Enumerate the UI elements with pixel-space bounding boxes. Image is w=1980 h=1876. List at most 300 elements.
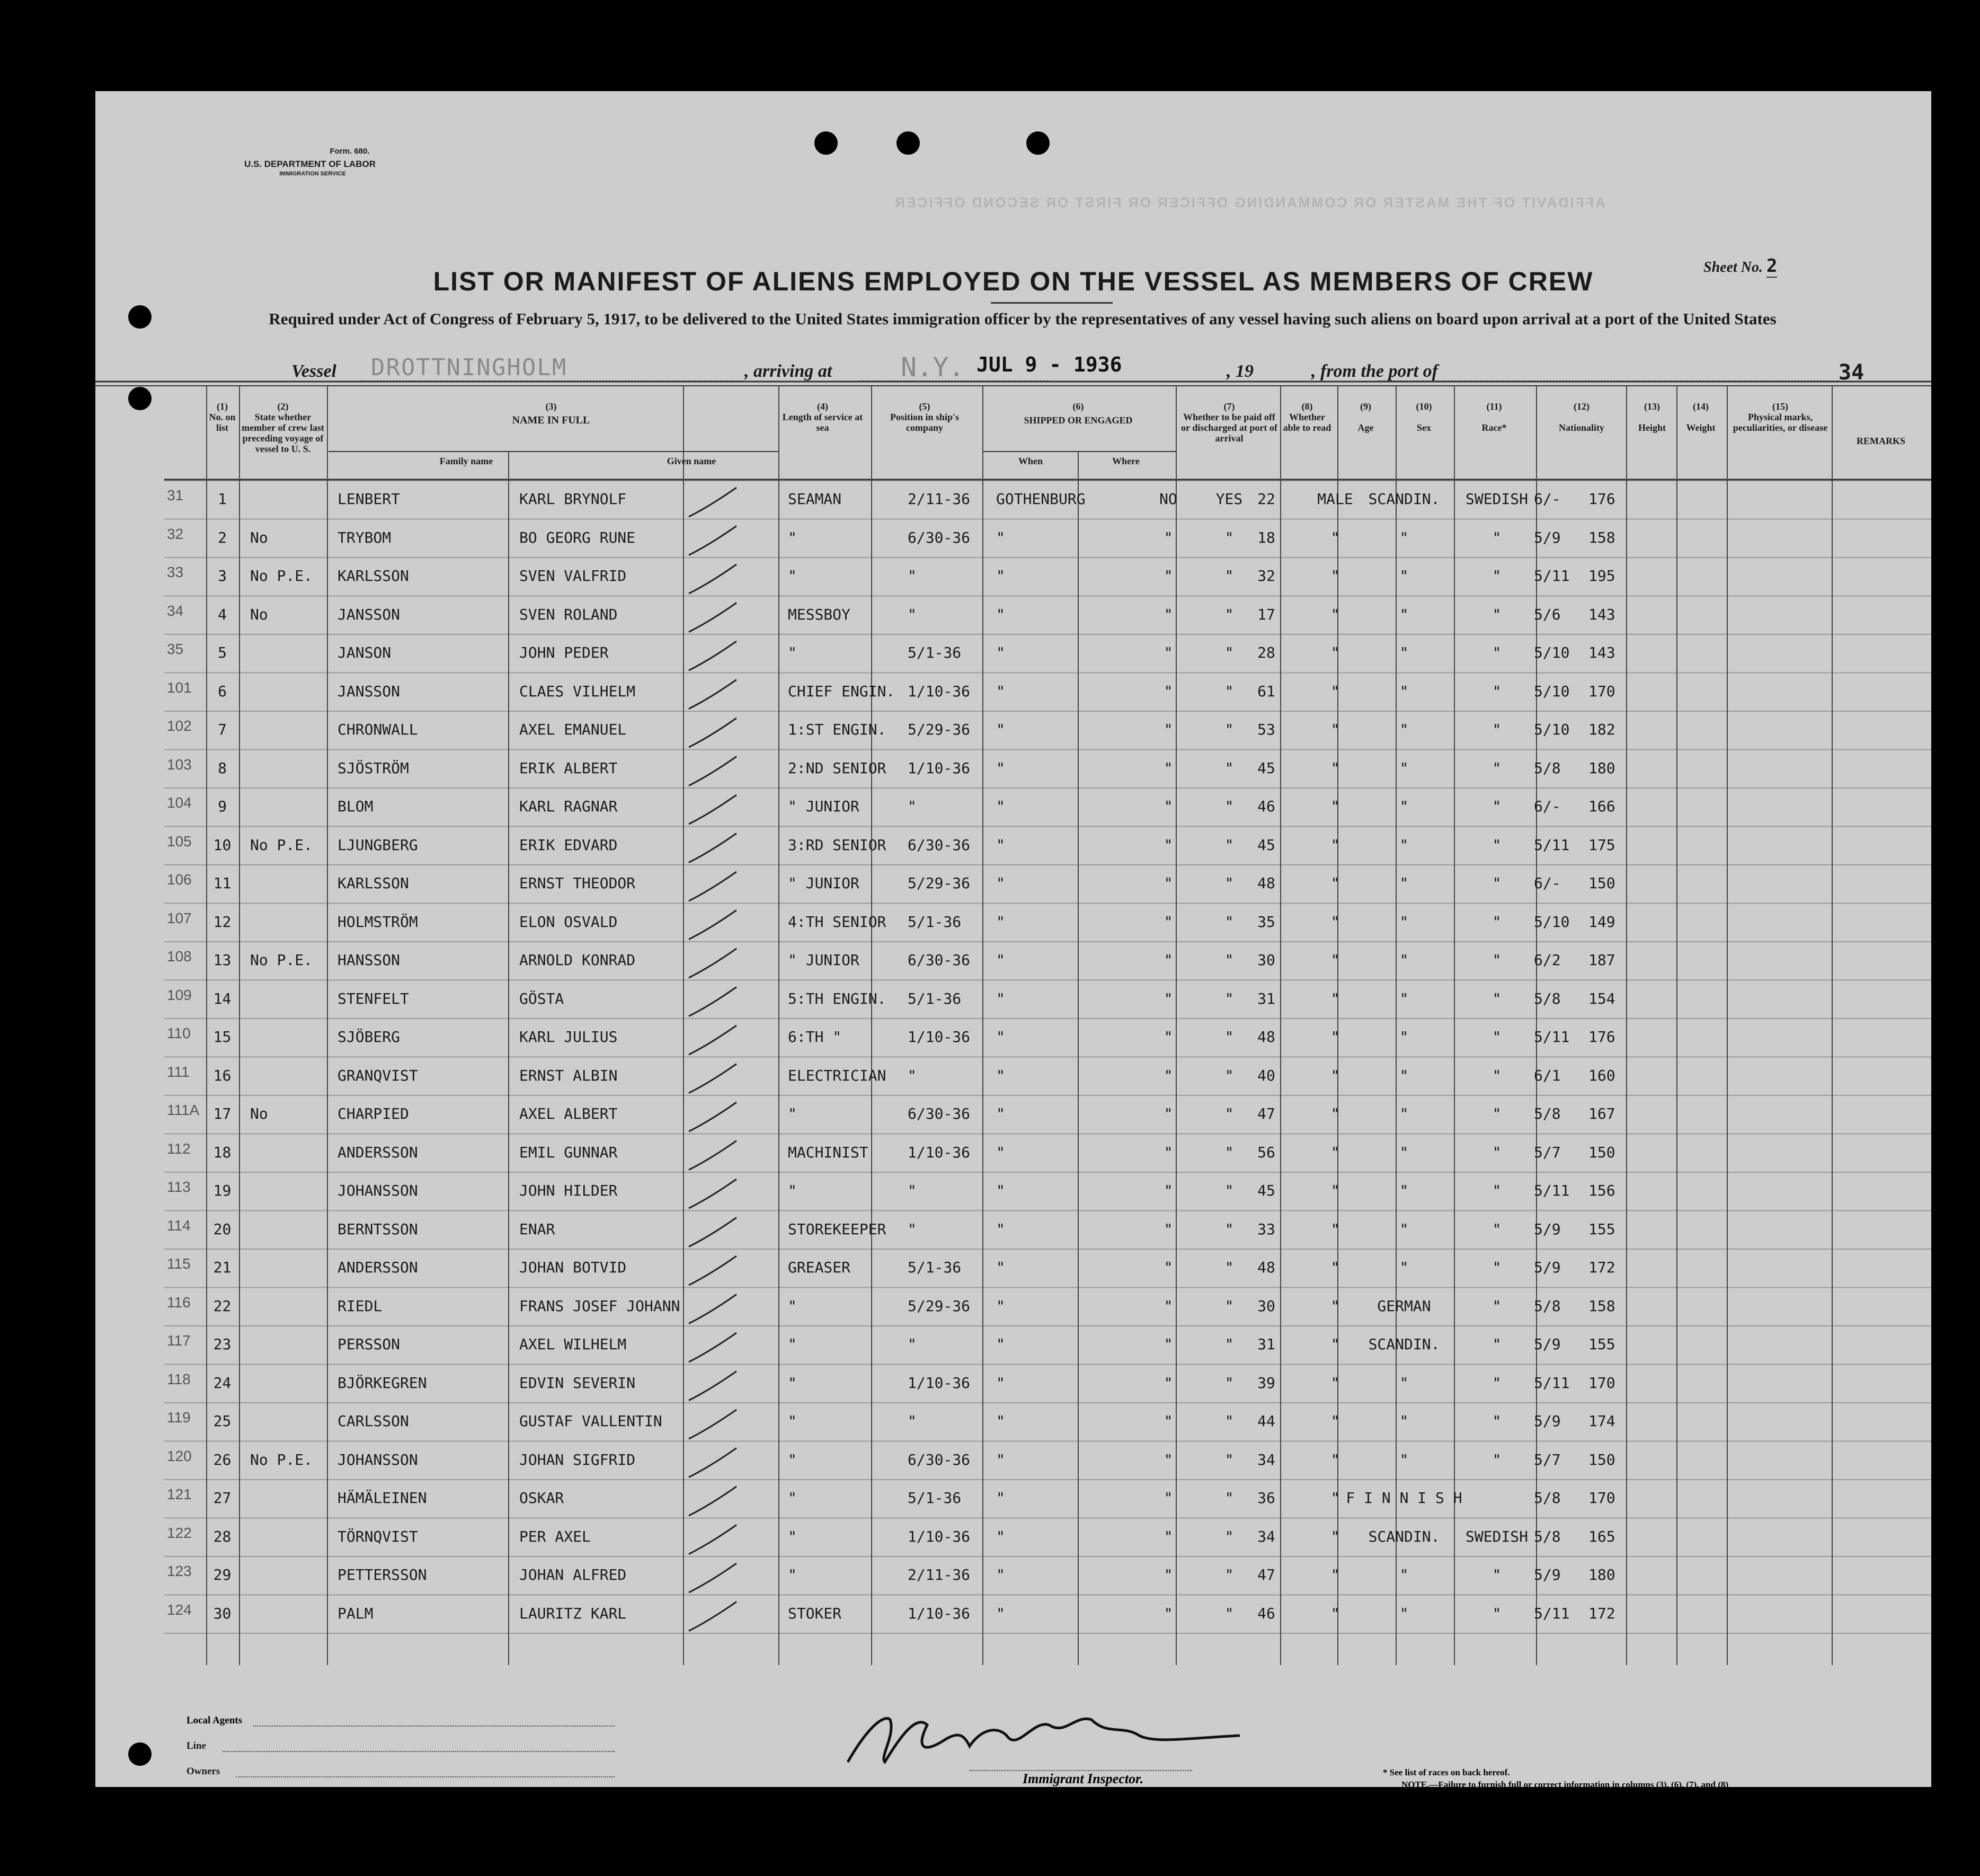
- cell-when: 2/11-36: [908, 490, 971, 508]
- cell-read: ": [1224, 682, 1234, 700]
- cell-paid: ": [1164, 1220, 1173, 1238]
- cell-age: 30: [1257, 1297, 1275, 1315]
- cell-given: JOHAN ALFRED: [519, 1566, 627, 1583]
- cell-sex: ": [1330, 1105, 1340, 1122]
- cell-position: ": [788, 1182, 797, 1199]
- margin-number: 32: [167, 525, 184, 542]
- department-name: U.S. DEPARTMENT OF LABOR: [244, 159, 376, 169]
- cell-where: ": [996, 1450, 1005, 1468]
- cell-race: ": [1399, 913, 1409, 931]
- cell-given: JOHN HILDER: [519, 1182, 618, 1199]
- cell-race: ": [1399, 682, 1409, 700]
- cell-position: SEAMAN: [788, 490, 842, 508]
- cell-sex: ": [1330, 1066, 1340, 1084]
- cell-height: 5/9: [1534, 1335, 1561, 1353]
- cell-prev: No P.E.: [250, 1450, 313, 1468]
- cell-paid: ": [1164, 951, 1173, 969]
- cell-position: ELECTRICIAN: [788, 1066, 886, 1084]
- cell-given: AXEL ALBERT: [519, 1105, 618, 1122]
- cell-paid: ": [1164, 682, 1173, 700]
- cell-age: 39: [1257, 1374, 1275, 1392]
- cell-position: 6:TH ": [788, 1028, 842, 1046]
- manifest-sheet: [95, 91, 1931, 1787]
- header-paid-off: (7) Whether to be paid off or discharged at port of arrival: [1181, 401, 1277, 444]
- cell-sex: ": [1330, 874, 1340, 892]
- cell-race: ": [1399, 567, 1409, 585]
- cell-weight: 182: [1588, 721, 1615, 738]
- cell-family: SJÖBERG: [338, 1028, 401, 1046]
- cell-sex: ": [1330, 836, 1340, 854]
- cell-family: PERSSON: [338, 1335, 401, 1353]
- cell-no: 6: [218, 682, 227, 700]
- cell-where: ": [996, 605, 1005, 623]
- cell-sex: ": [1330, 1259, 1340, 1276]
- cell-when: 1/10-36: [908, 1604, 971, 1622]
- cell-weight: 176: [1588, 490, 1615, 508]
- cell-position: 5:TH ENGIN.: [788, 989, 886, 1007]
- cell-sex: ": [1330, 1143, 1340, 1161]
- cell-given: CLAES VILHELM: [519, 682, 636, 700]
- cell-read: YES: [1215, 490, 1243, 508]
- cell-no: 23: [213, 1335, 232, 1353]
- cell-no: 18: [213, 1143, 232, 1161]
- races-note: * See list of races on back hereof.: [1383, 1767, 1510, 1777]
- arriving-port: N.Y.: [901, 352, 965, 383]
- cell-when: 1/10-36: [908, 1374, 971, 1392]
- cell-no: 25: [213, 1412, 232, 1430]
- cell-position: 1:ST ENGIN.: [788, 721, 886, 738]
- cell-nat: ": [1492, 951, 1502, 969]
- cell-age: 46: [1257, 798, 1275, 815]
- cell-read: ": [1224, 1489, 1234, 1507]
- cell-race: GERMAN: [1377, 1297, 1431, 1315]
- cell-age: 45: [1257, 759, 1275, 777]
- cell-read: ": [1224, 1028, 1234, 1046]
- cell-no: 19: [213, 1182, 232, 1199]
- cell-weight: 166: [1588, 798, 1615, 815]
- cell-race: ": [1399, 1143, 1409, 1161]
- cell-no: 20: [213, 1220, 232, 1238]
- cell-no: 1: [218, 490, 227, 508]
- cell-weight: 187: [1588, 951, 1615, 969]
- cell-when: 5/29-36: [908, 1297, 971, 1315]
- cell-sex: ": [1330, 682, 1340, 700]
- cell-no: 14: [213, 989, 232, 1007]
- cell-no: 10: [213, 836, 232, 854]
- cell-age: 46: [1257, 1604, 1275, 1622]
- cell-prev: No P.E.: [250, 951, 313, 969]
- cell-family: BJÖRKEGREN: [338, 1374, 427, 1392]
- cell-age: 47: [1257, 1566, 1275, 1583]
- cell-where: ": [996, 528, 1005, 546]
- cell-when: ": [908, 1412, 917, 1430]
- cell-where: ": [996, 567, 1005, 585]
- cell-no: 11: [213, 874, 232, 892]
- cell-position: ": [788, 1335, 797, 1353]
- cell-when: ": [908, 798, 917, 815]
- cell-prev: No P.E.: [250, 836, 313, 854]
- cell-given: JOHAN SIGFRID: [519, 1450, 636, 1468]
- cell-where: ": [996, 1604, 1005, 1622]
- header-race: (11) Race*: [1481, 401, 1507, 433]
- header-family-name: Family name: [439, 456, 493, 466]
- printer-imprint: GUSTAVUS BOKTRYCKERI A.-B. 93952: [185, 1788, 274, 1793]
- cell-when: 1/10-36: [908, 1028, 971, 1046]
- vessel-label: Vessel: [291, 361, 336, 381]
- cell-position: STOKER: [788, 1604, 842, 1622]
- cell-read: ": [1224, 721, 1234, 738]
- cell-when: 5/1-36: [908, 989, 962, 1007]
- cell-position: MACHINIST: [788, 1143, 868, 1161]
- cell-height: 5/11: [1534, 1182, 1570, 1199]
- cell-paid: ": [1164, 1028, 1173, 1046]
- cell-sex: ": [1330, 1028, 1340, 1046]
- header-given-name: Given name: [667, 456, 716, 466]
- cell-family: KARLSSON: [338, 874, 409, 892]
- cell-where: ": [996, 913, 1005, 931]
- cell-height: 5/11: [1534, 567, 1570, 585]
- cell-nat: ": [1492, 1335, 1502, 1353]
- year-label: , 19: [1227, 361, 1254, 381]
- cell-read: ": [1224, 913, 1234, 931]
- margin-number: 33: [167, 564, 184, 580]
- cell-race: ": [1399, 1374, 1409, 1392]
- cell-height: 5/10: [1534, 913, 1570, 931]
- cell-paid: ": [1164, 1105, 1173, 1122]
- cell-where: ": [996, 721, 1005, 738]
- cell-when: 6/30-36: [908, 1450, 971, 1468]
- cell-paid: ": [1164, 644, 1173, 661]
- cell-paid: ": [1164, 759, 1173, 777]
- page-subtitle: Required under Act of Congress of February 5, 1917, to be delivered to the United States immigration officer by the representatives of any vessel having such aliens on board upon arrival at a port of the United States: [269, 309, 1777, 328]
- cell-nat: ": [1492, 1028, 1502, 1046]
- cell-height: 5/8: [1534, 1105, 1561, 1122]
- cell-when: 1/10-36: [908, 759, 971, 777]
- cell-height: 5/10: [1534, 682, 1570, 700]
- cell-weight: 160: [1588, 1066, 1615, 1084]
- cell-race: ": [1399, 1182, 1409, 1199]
- header-name: (3) NAME IN FULL: [512, 401, 590, 426]
- sheet-label: Sheet No. 2: [1703, 255, 1778, 277]
- cell-age: 17: [1257, 605, 1275, 623]
- cell-nat: ": [1492, 759, 1502, 777]
- inspector-signature: [837, 1704, 1250, 1773]
- cell-nat: ": [1492, 836, 1502, 854]
- cell-position: ": [788, 567, 797, 585]
- cell-paid: ": [1164, 1335, 1173, 1353]
- cell-where: ": [996, 1297, 1005, 1315]
- cell-age: 45: [1257, 1182, 1275, 1199]
- arriving-label: , arriving at: [744, 361, 832, 381]
- margin-number: 111: [167, 1063, 190, 1080]
- cell-age: 48: [1257, 1028, 1275, 1046]
- cell-where: ": [996, 1182, 1005, 1199]
- cell-no: 2: [218, 528, 227, 546]
- cell-weight: 158: [1588, 528, 1615, 546]
- cell-age: 28: [1257, 644, 1275, 661]
- cell-nat: ": [1492, 644, 1502, 661]
- cell-weight: 180: [1588, 1566, 1615, 1583]
- cell-race: ": [1399, 989, 1409, 1007]
- cell-prev: No P.E.: [250, 567, 313, 585]
- cell-no: 17: [213, 1105, 232, 1122]
- cell-sex: ": [1330, 1220, 1340, 1238]
- cell-where: ": [996, 1105, 1005, 1122]
- cell-where: ": [996, 1066, 1005, 1084]
- cell-read: ": [1224, 1182, 1234, 1199]
- cell-race: SCANDIN.: [1368, 1527, 1440, 1545]
- port-label: , from the port of: [1311, 361, 1438, 381]
- cell-age: 48: [1257, 1259, 1275, 1276]
- cell-position: 2:ND SENIOR: [788, 759, 886, 777]
- cell-nat: ": [1492, 874, 1502, 892]
- cell-given: ERNST ALBIN: [519, 1066, 618, 1084]
- cell-given: OSKAR: [519, 1489, 564, 1507]
- cell-race: ": [1399, 1105, 1409, 1122]
- cell-where: ": [996, 1566, 1005, 1583]
- cell-weight: 149: [1588, 913, 1615, 931]
- cell-age: 33: [1257, 1220, 1275, 1238]
- cell-weight: 143: [1588, 644, 1615, 661]
- cell-race: ": [1399, 721, 1409, 738]
- cell-paid: ": [1164, 1412, 1173, 1430]
- header-remarks: REMARKS: [1856, 436, 1905, 446]
- cell-height: 5/9: [1534, 528, 1561, 546]
- cell-family: KARLSSON: [338, 567, 409, 585]
- cell-read: ": [1224, 1450, 1234, 1468]
- cell-read: ": [1224, 1374, 1234, 1392]
- cell-age: 61: [1257, 682, 1275, 700]
- cell-when: 1/10-36: [908, 682, 971, 700]
- cell-height: 5/6: [1534, 605, 1561, 623]
- cell-when: 6/30-36: [908, 1105, 971, 1122]
- margin-number: 124: [167, 1601, 192, 1618]
- margin-number: 119: [167, 1409, 191, 1426]
- cell-race: ": [1399, 874, 1409, 892]
- cell-nat: ": [1492, 1604, 1502, 1622]
- header-previous-voyage: (2) State whether member of crew last preceding voyage of vessel to U. S.: [242, 401, 324, 454]
- cell-given: EMIL GUNNAR: [519, 1143, 618, 1161]
- cell-when: 6/30-36: [908, 951, 971, 969]
- cell-family: BERNTSSON: [338, 1220, 418, 1238]
- cell-read: ": [1224, 1220, 1234, 1238]
- margin-number: 31: [167, 487, 184, 503]
- cell-sex: ": [1330, 1566, 1340, 1583]
- margin-number: 107: [167, 909, 192, 926]
- cell-weight: 154: [1588, 989, 1615, 1007]
- cell-read: ": [1224, 1105, 1234, 1122]
- cell-age: 22: [1257, 490, 1275, 508]
- header-sex: (10) Sex: [1416, 401, 1432, 433]
- cell-race: ": [1399, 528, 1409, 546]
- cell-nat: ": [1492, 1450, 1502, 1468]
- cell-sex: ": [1330, 644, 1340, 661]
- cell-age: 34: [1257, 1527, 1275, 1545]
- cell-where: ": [996, 1374, 1005, 1392]
- cell-family: PETTERSSON: [338, 1566, 427, 1583]
- cell-paid: ": [1164, 1604, 1173, 1622]
- cell-position: 3:RD SENIOR: [788, 836, 886, 854]
- margin-number: 109: [167, 986, 192, 1003]
- cell-read: ": [1224, 951, 1234, 969]
- cell-when: 6/30-36: [908, 528, 971, 546]
- cell-when: ": [908, 1182, 917, 1199]
- cell-weight: 172: [1588, 1604, 1615, 1622]
- cell-nat: ": [1492, 1374, 1502, 1392]
- header-weight: (14) Weight: [1686, 401, 1716, 433]
- cell-height: 5/8: [1534, 1527, 1561, 1545]
- cell-weight: 155: [1588, 1335, 1615, 1353]
- cell-race: SCANDIN.: [1368, 1335, 1440, 1353]
- cell-no: 28: [213, 1527, 232, 1545]
- cell-height: 6/2: [1534, 951, 1561, 969]
- cell-no: 29: [213, 1566, 232, 1583]
- cell-race: ": [1399, 836, 1409, 854]
- cell-family: JOHANSSON: [338, 1182, 418, 1199]
- cell-nat: ": [1492, 1297, 1502, 1315]
- page-number: 34: [1839, 360, 1864, 385]
- cell-age: 53: [1257, 721, 1275, 738]
- cell-read: ": [1224, 1527, 1234, 1545]
- cell-no: 9: [218, 798, 227, 815]
- cell-paid: ": [1164, 836, 1173, 854]
- cell-race: ": [1399, 1220, 1409, 1238]
- cell-paid: ": [1164, 1297, 1173, 1315]
- cell-where: ": [996, 989, 1005, 1007]
- cell-when: 6/30-36: [908, 836, 971, 854]
- cell-nat: ": [1492, 1412, 1502, 1430]
- cell-no: 13: [213, 951, 232, 969]
- cell-paid: ": [1164, 1566, 1173, 1583]
- local-agents-label: Local Agents: [187, 1715, 243, 1726]
- cell-read: ": [1224, 644, 1234, 661]
- cell-sex: ": [1330, 1335, 1340, 1353]
- cell-given: EDVIN SEVERIN: [519, 1374, 636, 1392]
- cell-given: GÖSTA: [519, 989, 564, 1007]
- cell-family: JANSSON: [338, 605, 401, 623]
- cell-where: ": [996, 1259, 1005, 1276]
- inspector-label: Immigrant Inspector.: [1023, 1771, 1144, 1786]
- cell-race: F I N N I S H: [1346, 1489, 1462, 1507]
- cell-sex: ": [1330, 759, 1340, 777]
- cell-sex: ": [1330, 1604, 1340, 1622]
- cell-family: JOHANSSON: [338, 1450, 418, 1468]
- cell-height: 5/9: [1534, 1220, 1561, 1238]
- cell-family: TÖRNQVIST: [338, 1527, 418, 1545]
- margin-number: 117: [167, 1332, 191, 1349]
- cell-weight: 172: [1588, 1259, 1615, 1276]
- cell-given: SVEN ROLAND: [519, 605, 618, 623]
- line-field: [223, 1751, 615, 1752]
- margin-number: 108: [167, 948, 192, 964]
- cell-race: ": [1399, 1259, 1409, 1276]
- cell-where: ": [996, 951, 1005, 969]
- cell-height: 5/11: [1534, 1604, 1570, 1622]
- cell-where: ": [996, 798, 1005, 815]
- cell-position: ": [788, 644, 797, 661]
- cell-height: 5/11: [1534, 1374, 1570, 1392]
- cell-age: 34: [1257, 1450, 1275, 1468]
- margin-number: 106: [167, 871, 192, 888]
- cell-where: ": [996, 1220, 1005, 1238]
- cell-race: SCANDIN.: [1368, 490, 1440, 508]
- cell-no: 7: [218, 721, 227, 738]
- cell-nat: ": [1492, 989, 1502, 1007]
- cell-weight: 158: [1588, 1297, 1615, 1315]
- cell-given: ELON OSVALD: [519, 913, 618, 931]
- cell-no: 30: [213, 1604, 232, 1622]
- cell-no: 15: [213, 1028, 232, 1046]
- margin-number: 121: [167, 1486, 192, 1502]
- cell-nat: ": [1492, 1259, 1502, 1276]
- cell-family: ANDERSSON: [338, 1143, 418, 1161]
- cell-paid: ": [1164, 1259, 1173, 1276]
- cell-age: 44: [1257, 1412, 1275, 1430]
- cell-family: LENBERT: [338, 490, 401, 508]
- cell-prev: No: [250, 528, 268, 546]
- header-height: (13) Height: [1638, 401, 1666, 433]
- cell-height: 5/9: [1534, 1259, 1561, 1276]
- cell-read: ": [1224, 798, 1234, 815]
- cell-read: ": [1224, 1297, 1234, 1315]
- cell-where: ": [996, 874, 1005, 892]
- cell-nat: ": [1492, 1182, 1502, 1199]
- cell-height: 5/10: [1534, 721, 1570, 738]
- cell-when: 1/10-36: [908, 1527, 971, 1545]
- cell-weight: 170: [1588, 682, 1615, 700]
- cell-read: ": [1224, 1143, 1234, 1161]
- vessel-name: DROTTNINGHOLM: [371, 354, 567, 381]
- cell-race: ": [1399, 1066, 1409, 1084]
- cell-nat: ": [1492, 1066, 1502, 1084]
- cell-given: FRANS JOSEF JOHANN: [519, 1297, 680, 1315]
- header-no: (1) No. on list: [209, 401, 236, 433]
- cell-when: 5/1-36: [908, 913, 962, 931]
- cell-nat: SWEDISH: [1465, 490, 1528, 508]
- service-name: IMMIGRATION SERVICE: [279, 171, 346, 177]
- cell-family: LJUNGBERG: [338, 836, 418, 854]
- header-nationality: (12) Nationality: [1558, 401, 1604, 433]
- margin-number: 111A: [167, 1102, 200, 1118]
- owners-label: Owners: [187, 1766, 220, 1777]
- line-label: Line: [187, 1740, 206, 1751]
- cell-no: 21: [213, 1259, 232, 1276]
- cell-given: ENAR: [519, 1220, 555, 1238]
- cell-where: ": [996, 1489, 1005, 1507]
- header-age: (9) Age: [1357, 401, 1374, 433]
- cell-weight: 170: [1588, 1374, 1615, 1392]
- cell-weight: 174: [1588, 1412, 1615, 1430]
- cell-weight: 176: [1588, 1028, 1615, 1046]
- cell-nat: ": [1492, 682, 1502, 700]
- cell-height: 6/-: [1534, 798, 1561, 815]
- header-where: Where: [1112, 456, 1140, 466]
- margin-number: 112: [167, 1140, 191, 1157]
- cell-sex: ": [1330, 1412, 1340, 1430]
- cell-sex: ": [1330, 913, 1340, 931]
- cell-age: 18: [1257, 528, 1275, 546]
- cell-when: 5/1-36: [908, 1259, 962, 1276]
- cell-where: ": [996, 1028, 1005, 1046]
- cell-where: ": [996, 644, 1005, 661]
- cell-race: ": [1399, 644, 1409, 661]
- cell-race: ": [1399, 605, 1409, 623]
- cell-nat: SWEDISH: [1465, 1527, 1528, 1545]
- margin-number: 120: [167, 1447, 192, 1464]
- cell-weight: 150: [1588, 1143, 1615, 1161]
- cell-age: 56: [1257, 1143, 1275, 1161]
- cell-read: ": [1224, 1259, 1234, 1276]
